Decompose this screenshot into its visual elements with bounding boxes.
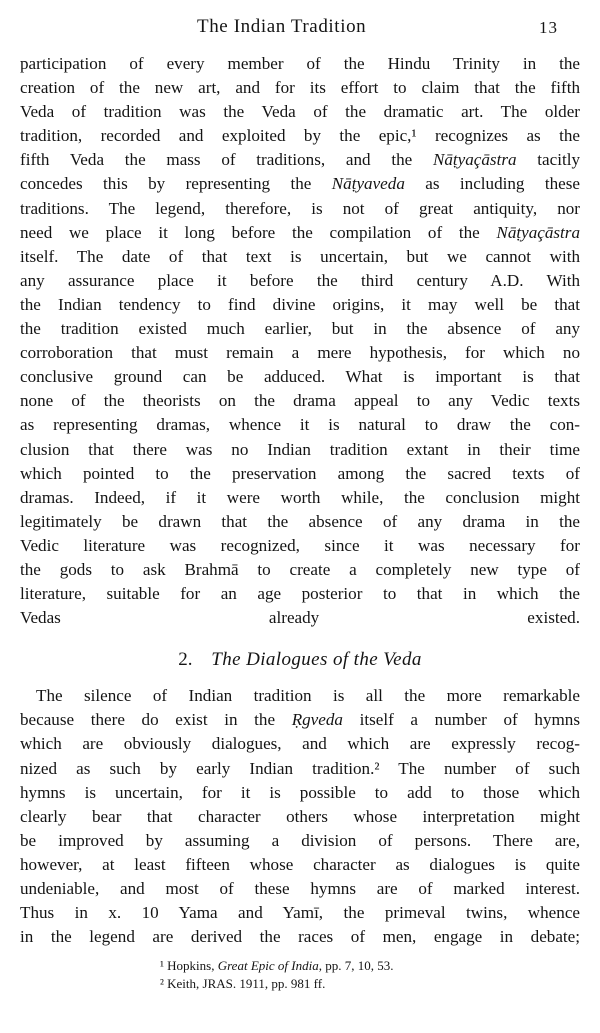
text-line: none of the theorists on the drama appeal to any Vedic texts: [20, 391, 580, 411]
section-number: 2.: [178, 649, 193, 671]
text-line: legitimately be drawn that the absence of any drama in the: [20, 511, 580, 531]
text-line: The silence of Indian tradition is all the more remarkable: [36, 686, 580, 706]
text-line: creation of the new art, and for its effort to claim that the fifth: [20, 78, 580, 98]
text-line: which are obviously dialogues, and which are expressly recog-: [20, 734, 580, 754]
text-line: in the legend are derived the races of men, engage in debate;: [20, 927, 580, 947]
text-line: however, at least fifteen whose character as dialogues is quite: [20, 854, 580, 874]
footnotes: [20, 957, 580, 993]
text-line: nized as such by early Indian tradition.² The number of such: [20, 758, 580, 778]
text-line: dramas. Indeed, if it were worth while, the conclusion might: [20, 487, 580, 507]
text-line: Veda of tradition was the Veda of the dramatic art. The older: [20, 102, 580, 122]
text-line: as representing dramas, whence it is natural to draw the con-: [20, 415, 580, 435]
text-line: Vedic literature was recognized, since it was necessary for: [20, 535, 580, 555]
running-title: The Indian Tradition: [197, 16, 367, 37]
text-line: undeniable, and most of these hymns are of marked interest.: [20, 879, 580, 898]
section-title: The Dialogues of the Veda: [211, 649, 422, 671]
text-line: fifth Veda the mass of traditions, and the Nāṭyaçāstra tacitly: [20, 150, 580, 170]
paragraph-2: [20, 684, 580, 949]
text-line: clearly bear that character others whose interpretation might: [20, 806, 580, 826]
text-line: literature, suitable for an age posterior to that in which the: [20, 584, 580, 604]
text-line: because there do exist in the Ṛgveda itself a number of hymns: [20, 710, 580, 730]
text-line: corroboration that must remain a mere hypothesis, for which no: [20, 343, 580, 363]
text-line: Vedas already existed.: [20, 608, 580, 628]
text-line: hymns is uncertain, for it is possible to add to those which: [20, 782, 580, 802]
text-line: be improved by assuming a division of persons. There are,: [20, 830, 580, 850]
section-heading: [20, 646, 580, 674]
text-line: the gods to ask Brahmā to create a completely new type of: [20, 559, 580, 579]
text-line: conclusive ground can be adduced. What is important is that: [20, 367, 580, 387]
text-line: any assurance place it before the third century A.D. With: [20, 270, 580, 290]
text-line: need we place it long before the compilation of the Nāṭyaçāstra: [20, 222, 580, 242]
text-line: the tradition existed much earlier, but in the absence of any: [20, 319, 580, 339]
text-line: clusion that there was no Indian tradition extant in their time: [20, 439, 580, 459]
text-line: traditions. The legend, therefore, is not of great antiquity, nor: [20, 198, 580, 218]
text-line: tradition, recorded and exploited by the epic,¹ recognizes as the: [20, 126, 580, 146]
text-line: the Indian tendency to find divine origins, it may well be that: [20, 294, 580, 314]
text-line: participation of every member of the Hindu Trinity in the: [20, 54, 580, 73]
page-number: 13: [539, 18, 558, 37]
text-line: concedes this by representing the Nāṭyaveda as including these: [20, 174, 580, 194]
text-line: which pointed to the preservation among the sacred texts of: [20, 463, 580, 483]
page-header: [20, 12, 580, 52]
footnote-1: ¹ Hopkins, Great Epic of India, pp. 7, 10, 53.: [160, 958, 394, 974]
footnote-2: ² Keith, JRAS. 1911, pp. 981 ff.: [160, 976, 326, 992]
text-line: itself. The date of that text is uncertain, but we cannot with: [20, 246, 580, 266]
text-line: Thus in x. 10 Yama and Yamī, the primeval twins, whence: [20, 903, 580, 923]
paragraph-1: [20, 52, 580, 630]
